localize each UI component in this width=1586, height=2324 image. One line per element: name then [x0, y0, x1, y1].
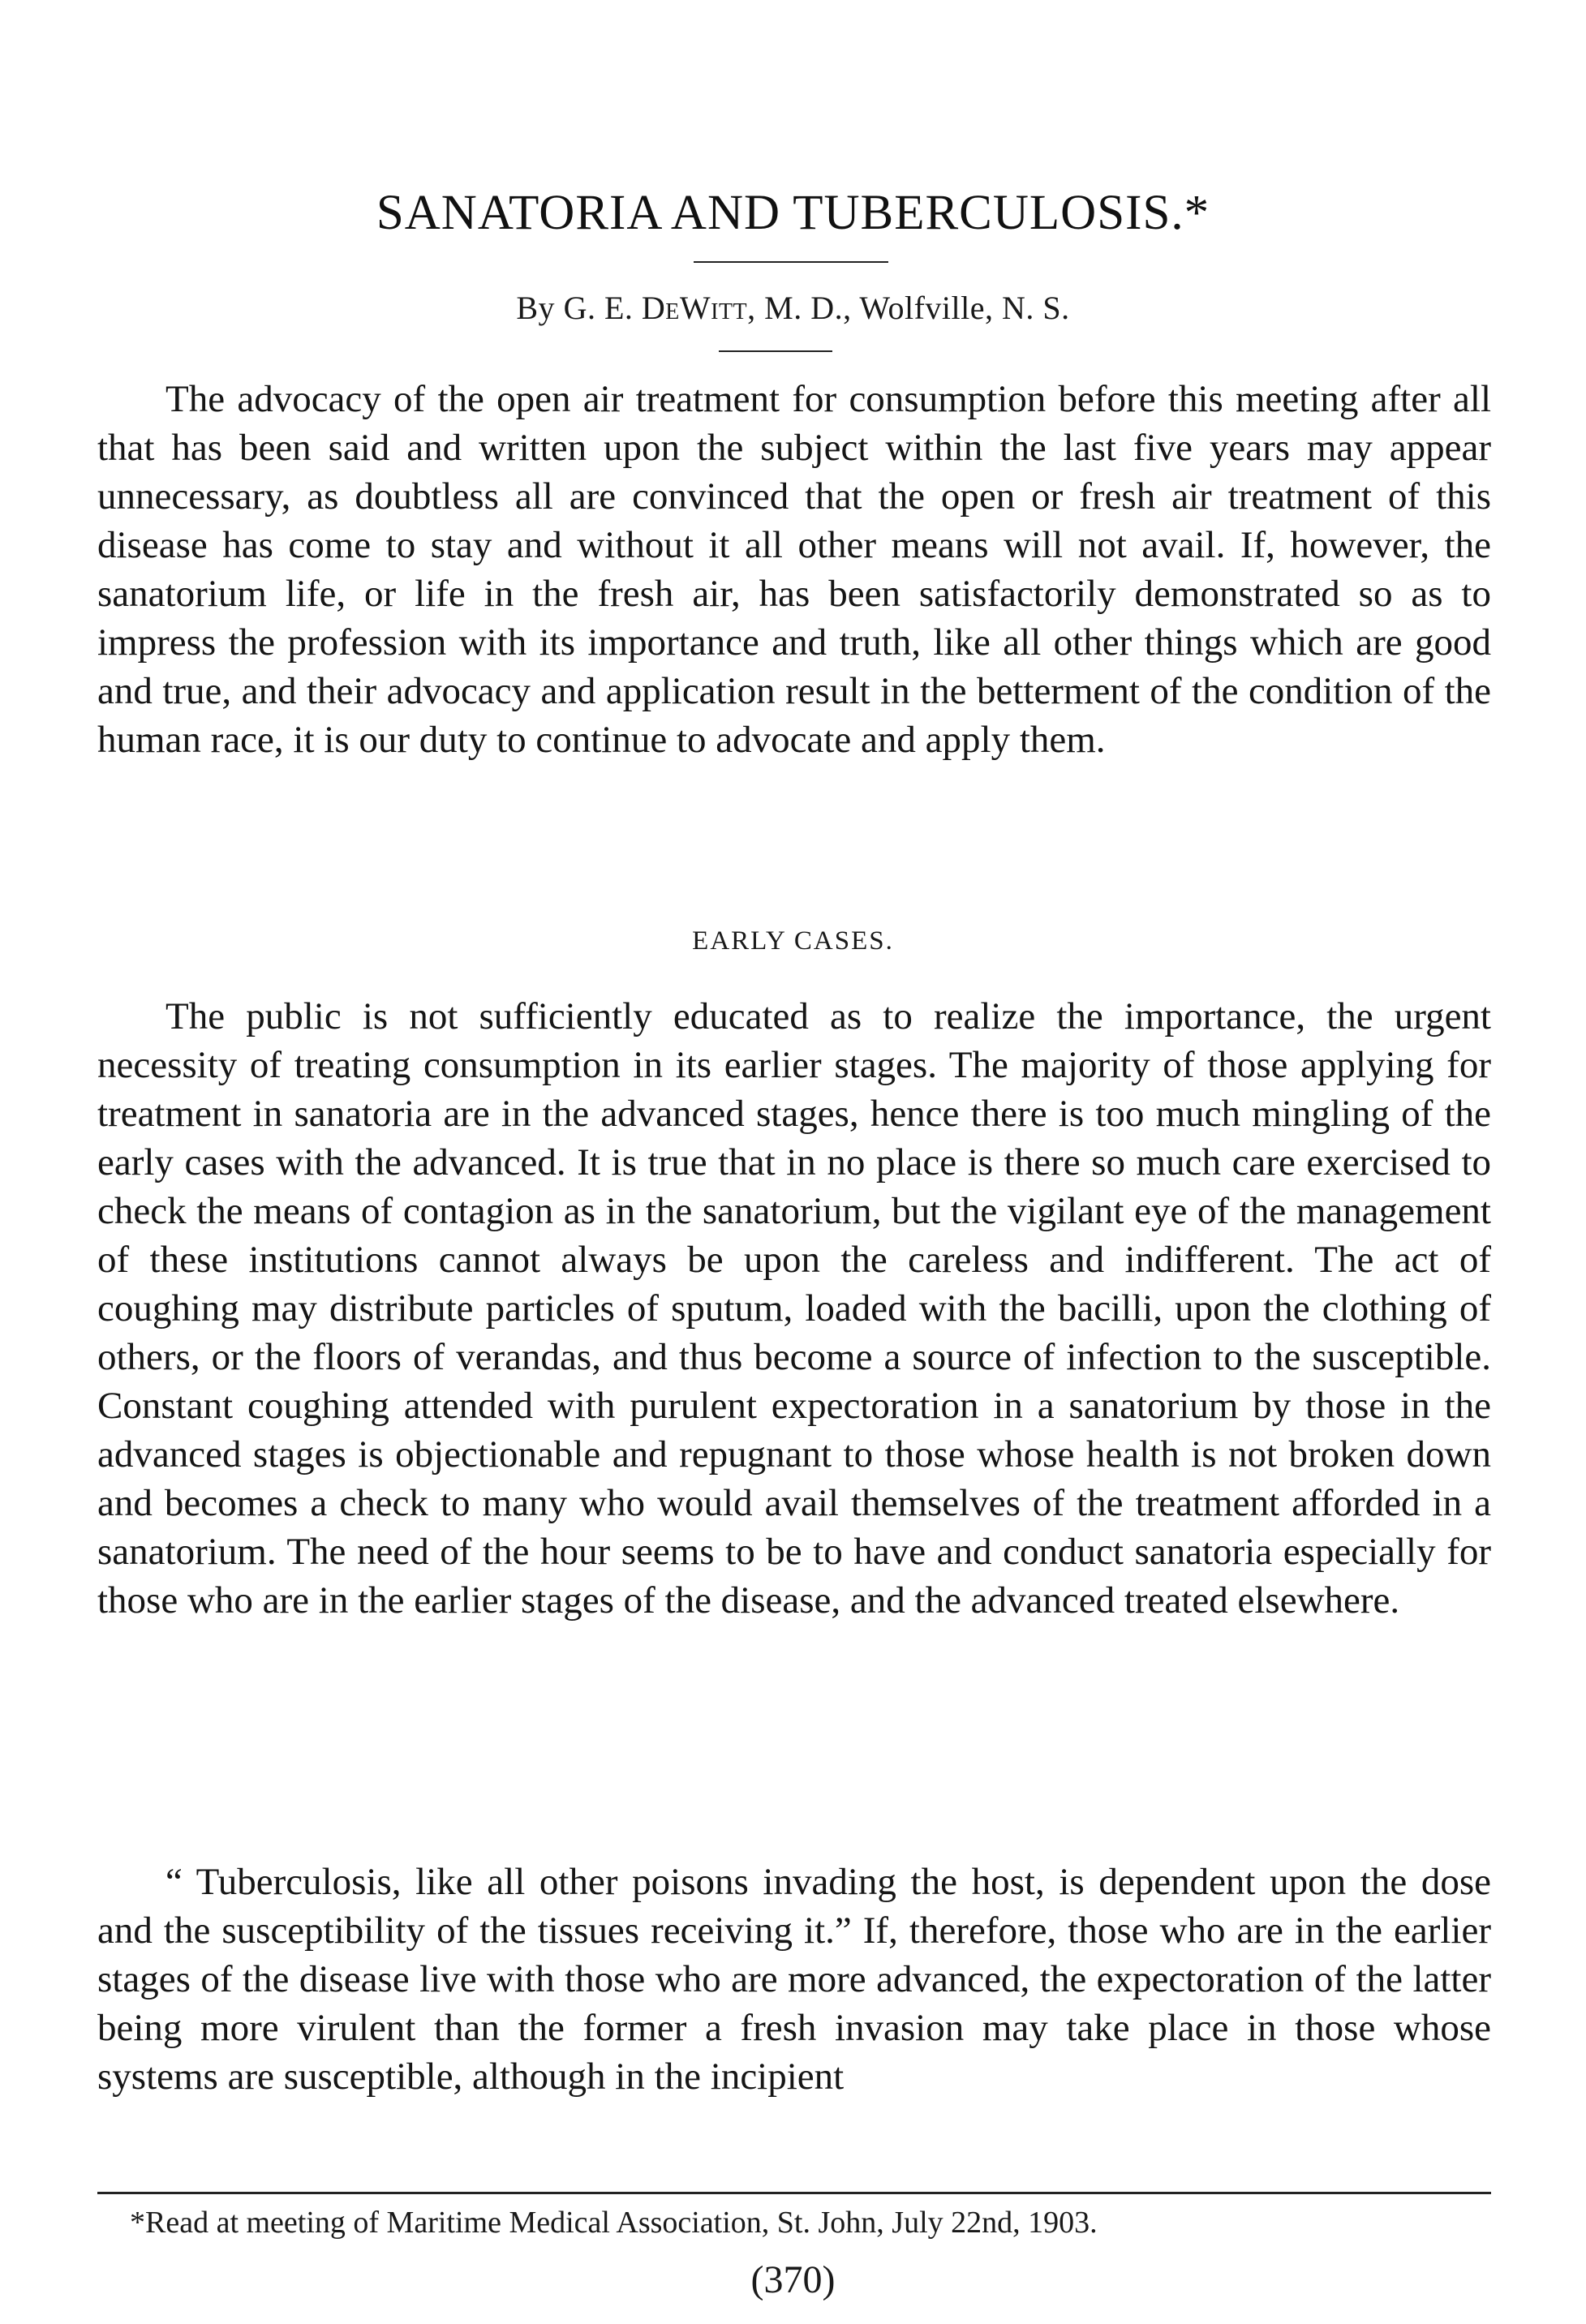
- byline-divider: [719, 350, 832, 352]
- footnote-divider: [97, 2192, 1491, 2194]
- footnote: *Read at meeting of Maritime Medical Association, St. John, July 22nd, 1903.: [130, 2206, 1098, 2240]
- byline-by: By: [516, 290, 556, 326]
- quote-paragraph: “ Tuberculosis, like all other poisons invading the host, is dependent upon the dose and the susceptibility of the tissues receiving it.” If, therefore, those who are in the earlier stages of the disease live with those who are more advanced, the expectoration of the latter being more virulent than the former a fresh invasion may take place in those whose systems are susceptible, although in the incipient: [97, 1861, 1491, 2098]
- article-title: SANATORIA AND TUBERCULOSIS.*: [376, 186, 1210, 240]
- early-cases-paragraph-block: [97, 992, 1491, 1625]
- page-number: (370): [750, 2258, 836, 2301]
- byline-author: G. E. DeWitt, M. D.,: [563, 290, 852, 326]
- byline: [0, 289, 1586, 327]
- title-divider: [694, 261, 888, 263]
- intro-paragraph: The advocacy of the open air treatment for consumption before this meeting after all that has been said and written upon the subject within the last five years may appear unnecessary, as doubtless all are convinced that the open or fresh air treatment of this disease has come to stay and without it all other means will not avail. If, however, the sanatorium life, or life in the fresh air, has been satisfactorily demonstrated so as to impress the profession with its importance and truth, like all other things which are good and true, and their advocacy and application result in the betterment of the condition of the human race, it is our duty to continue to advocate and apply them.: [97, 378, 1491, 761]
- intro-paragraph-block: [97, 375, 1491, 764]
- early-cases-paragraph: The public is not sufficiently educated as to realize the importance, the urgent necessity of treating consumption in its earlier stages. The majority of those applying for treatment in sanatoria are in the advanced stages, hence there is too much mingling of the early cases with the advanced. It is true that in no place is there so much care exercised to check the means of contagion as in the sanatorium, but the vigilant eye of the management of these institutions cannot always be upon the careless and indifferent. The act of coughing may distribute particles of sputum, loaded with the bacilli, upon the clothing of others, or the floors of verandas, and thus become a source of infection to the susceptible. Constant coughing attended with purulent expectoration in a sanatorium by those in the advanced stages is objectionable and repugnant to those whose health is not broken down and becomes a check to many who would avail themselves of the treatment afforded in a sanatorium. The need of the hour seems to be to have and conduct sanatoria especially for those who are in the earlier stages of the disease, and the advanced treated elsewhere.: [97, 995, 1491, 1622]
- byline-location: Wolfville, N. S.: [859, 290, 1070, 326]
- quote-paragraph-block: [97, 1858, 1491, 2101]
- section-heading: EARLY CASES.: [692, 926, 894, 956]
